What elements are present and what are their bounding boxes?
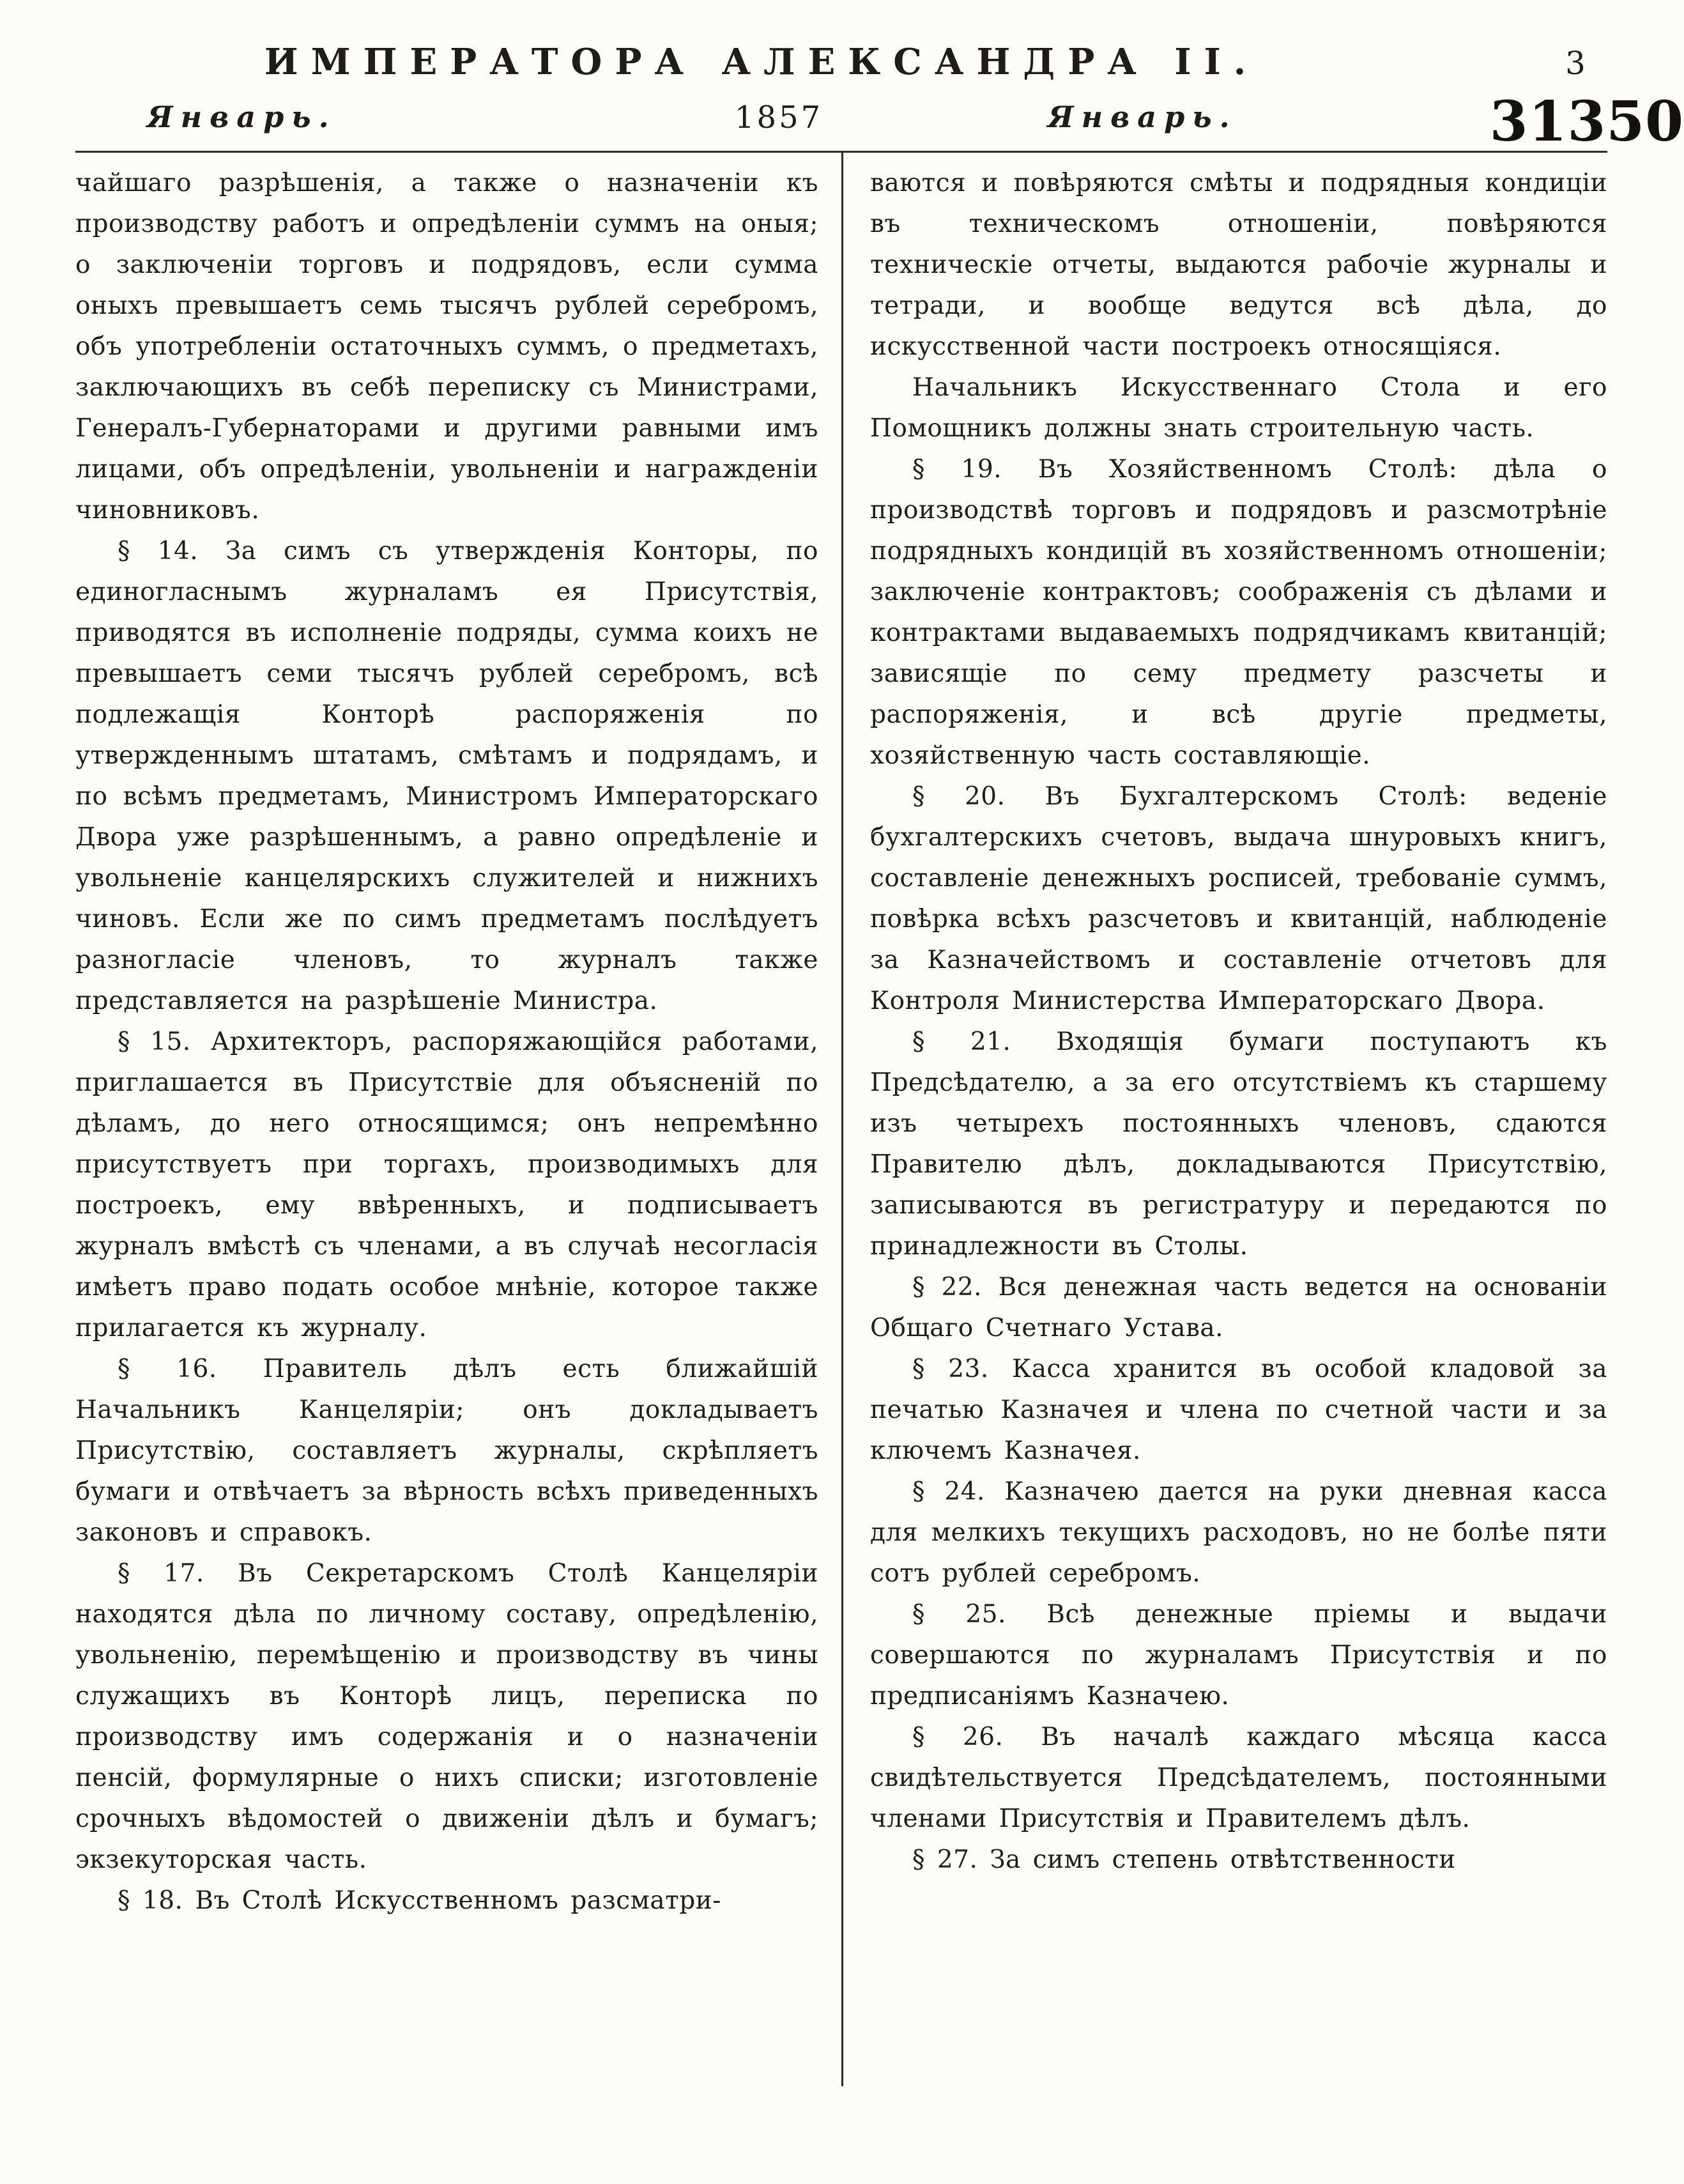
paragraph: § 22. Вся денежная часть ведется на основаніи Общаго Счетнаго Устава. <box>870 1273 1607 1342</box>
subheader-month-right: Январь. <box>1048 100 1237 134</box>
paragraph: ваются и повѣряются смѣты и подрядныя кондиціи въ техническомъ отношеніи, повѣряются техническіе отчеты, выдаются рабочіе журналы и тетради, и вообще ведутся всѣ дѣла, до искусственной части построекъ относящіяся. <box>870 169 1607 361</box>
paragraph: § 21. Входящія бумаги поступаютъ къ Предсѣдателю, а за его отсутствіемъ къ старшему изъ четырехъ постоянныхъ членовъ, сдаются Правителю дѣлъ, докладываются Присутствію, записываются въ регистратуру и передаются по принадлежности въ Столы. <box>870 1027 1607 1261</box>
page-header-title: ИМПЕРАТОРА АЛЕКСАНДРА II. <box>264 41 1259 83</box>
page-number: 3 <box>1565 45 1586 82</box>
left-column <box>75 153 841 2086</box>
paragraph: Начальникъ Искусственнаго Стола и его Помощникъ должны знать строительную часть. <box>870 373 1607 443</box>
page-header <box>75 41 1607 83</box>
subheader-year: 1857 <box>735 100 823 135</box>
paragraph: § 23. Касса хранится въ особой кладовой за печатью Казначея и члена по счетной части и за ключемъ Казначея. <box>870 1355 1607 1465</box>
paragraph: § 27. За симъ степень отвѣтственности <box>912 1845 1456 1874</box>
right-column <box>841 153 1607 2086</box>
paragraph: § 17. Въ Секретарскомъ Столѣ Канцеляріи находятся дѣла по личному составу, опредѣленію, увольненію, перемѣщенію и производству въ чины служащихъ въ Конторѣ лицъ, переписка по производству имъ содержанія и о назначеніи пенсій, формулярные о нихъ списки; изготовленіе срочныхъ вѣдомостей о движеніи дѣлъ и бумагъ; экзекуторская часть. <box>75 1559 818 1874</box>
paragraph: § 25. Всѣ денежные пріемы и выдачи совершаются по журналамъ Присутствія и по предписаніямъ Казначею. <box>870 1600 1607 1711</box>
paragraph: § 19. Въ Хозяйственномъ Столѣ: дѣла о производствѣ торговъ и подрядовъ и разсмотрѣніе подрядныхъ кондицій въ хозяйственномъ отношеніи; заключеніе контрактовъ; соображенія съ дѣлами и контрактами выдаваемыхъ подрядчикамъ квитанцій; зависящіе по сему предмету разсчеты и распоряженія, и всѣ другіе предметы, хозяйственную часть составляющіе. <box>870 455 1607 770</box>
paragraph: § 14. За симъ съ утвержденія Конторы, по единогласнымъ журналамъ ея Присутствія, приводятся въ исполненіе подряды, сумма коихъ не превышаетъ семи тысячъ рублей серебромъ, всѣ подлежащія Конторѣ распоряженія по утвержденнымъ штатамъ, смѣтамъ и подрядамъ, и по всѣмъ предметамъ, Министромъ Императорскаго Двора уже разрѣшеннымъ, а равно опредѣленіе и увольненіе канцелярскихъ служителей и нижнихъ чиновъ. Если же по симъ предметамъ послѣдуетъ разногласіе членовъ, то журналъ также представляется на разрѣшеніе Министра. <box>75 537 818 1015</box>
paragraph: § 24. Казначею дается на руки дневная касса для мелкихъ текущихъ расходовъ, но не болѣе пяти сотъ рублей серебромъ. <box>870 1477 1607 1588</box>
subheader-row <box>75 100 1607 150</box>
subheader-month-left: Январь. <box>147 100 337 134</box>
paragraph: чайшаго разрѣшенія, а также о назначеніи къ производству работъ и опредѣленіи суммъ на оныя; о заключеніи торговъ и подрядовъ, если сумма оныхъ превышаетъ семь тысячъ рублей серебромъ, объ употребленіи остаточныхъ суммъ, о предметахъ, заключающихъ въ себѣ переписку съ Министрами, Генералъ-Губернаторами и другими равными имъ лицами, объ опредѣленіи, увольненіи и награжденіи чиновниковъ. <box>75 169 818 525</box>
paragraph: § 26. Въ началѣ каждаго мѣсяца касса свидѣтельствуется Предсѣдателемъ, постоянными членами Присутствія и Правителемъ дѣлъ. <box>870 1723 1607 1833</box>
paragraph: § 16. Правитель дѣлъ есть ближайшій Начальникъ Канцеляріи; онъ докладываетъ Присутствію, составляетъ журналы, скрѣпляетъ бумаги и отвѣчаетъ за вѣрность всѣхъ приведенныхъ законовъ и справокъ. <box>75 1355 818 1547</box>
paragraph: § 18. Въ Столѣ Искусственномъ разсматри- <box>118 1886 721 1915</box>
stamp-number: 31350 <box>1489 89 1684 154</box>
paragraph: § 20. Въ Бухгалтерскомъ Столѣ: веденіе бухгалтерскихъ счетовъ, выдача шнуровыхъ книгъ, составленіе денежныхъ росписей, требованіе суммъ, повѣрка всѣхъ разсчетовъ и квитанцій, наблюденіе за Казначействомъ и составленіе отчетовъ для Контроля Министерства Императорскаго Двора. <box>870 782 1607 1015</box>
paragraph: § 15. Архитекторъ, распоряжающійся работами, приглашается въ Присутствіе для объясненій по дѣламъ, до него относящимся; онъ непремѣнно присутствуетъ при торгахъ, производимыхъ для построекъ, ему ввѣренныхъ, и подписываетъ журналъ вмѣстѣ съ членами, а въ случаѣ несогласія имѣетъ право подать особое мнѣніе, которое также прилагается къ журналу. <box>75 1027 818 1342</box>
text-columns <box>75 153 1607 2086</box>
